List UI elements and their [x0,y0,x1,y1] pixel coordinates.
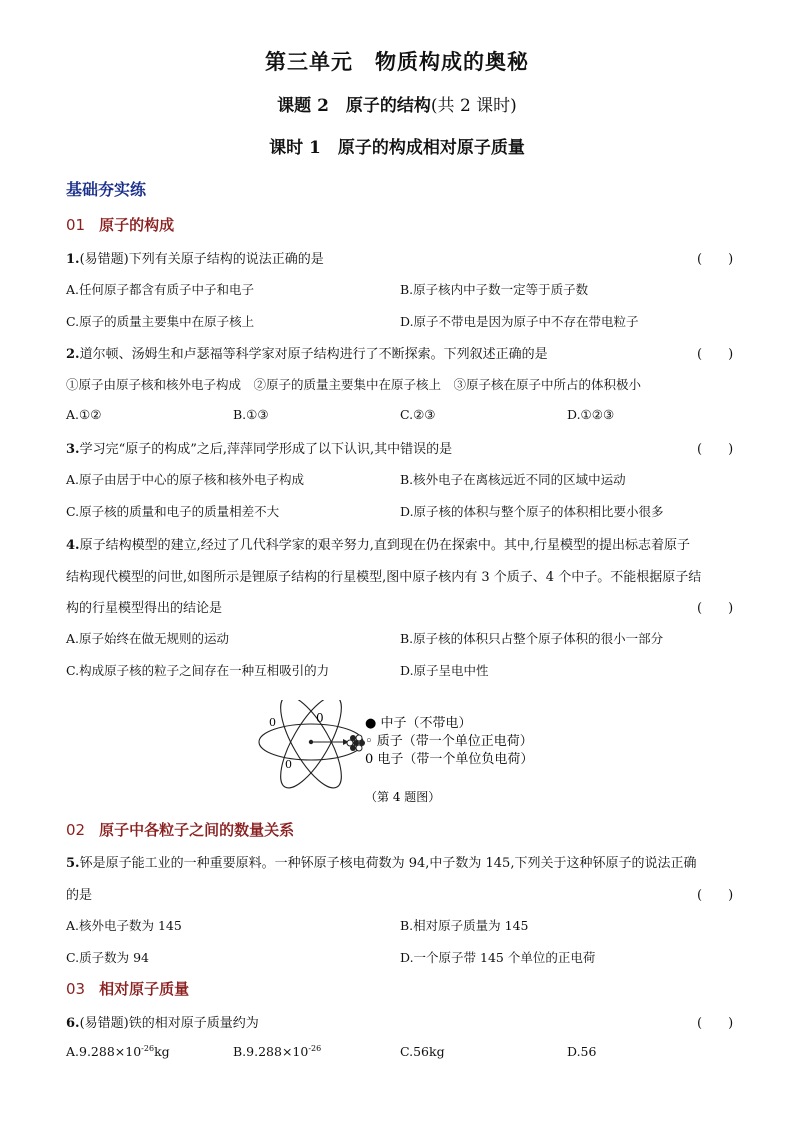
question-1-stem [66,248,324,267]
option-b[interactable]: B.①③ [233,407,269,422]
question-number: 4. [66,538,80,553]
option-a-unit: kg [154,1044,170,1060]
question-number: 5. [66,856,80,871]
subsection-number: 02 [66,821,86,839]
option-b[interactable]: B.相对原子质量为 145 [400,918,529,933]
answer-blank[interactable]: ( ) [697,1016,734,1031]
lesson-title-periods: (共 2 课时) [430,96,517,116]
option-c[interactable]: C.质子数为 94 [66,950,149,965]
option-a-base: A.9.288×10 [66,1044,142,1060]
answer-blank[interactable]: ( ) [697,888,734,903]
figure-caption: （第 4 题图） [365,790,441,804]
question-4-line-1 [66,534,690,553]
answer-blank[interactable]: ( ) [697,347,734,362]
option-c[interactable]: C.②③ [400,407,436,422]
option-c[interactable]: C.原子的质量主要集中在原子核上 [66,314,255,329]
option-a[interactable]: A.核外电子数为 145 [66,918,182,933]
option-a[interactable]: A.原子始终在做无规则的运动 [66,631,230,646]
question-5-line-1 [66,852,696,871]
question-text: 学习完“原子的构成”之后,萍萍同学形成了以下认识,其中错误的是 [79,442,453,457]
question-4-line-3: 构的行星模型得出的结论是 [66,601,223,616]
question-3-stem [66,438,452,457]
option-a[interactable]: A.任何原子都含有质子中子和电子 [66,282,255,297]
option-d[interactable]: D.56 [567,1044,597,1059]
option-b[interactable]: B.核外电子在离核远近不同的区域中运动 [400,472,626,487]
option-c[interactable]: C.56kg [400,1044,445,1059]
option-b[interactable]: B.原子核的体积只占整个原子体积的很小一部分 [400,631,664,646]
subsection-02 [66,819,294,840]
question-text: 原子结构模型的建立,经过了几代科学家的艰辛努力,直到现在仍在探索中。其中,行星模型的提出标志着原子 [79,538,690,553]
question-6-stem [66,1012,259,1031]
legend-neutron: ● 中子（不带电） [365,716,472,731]
legend-proton: ◦ 质子（带一个单位正电荷） [365,734,533,749]
subsection-number: 01 [66,216,86,234]
lesson-title [0,91,794,116]
option-a[interactable] [66,1044,170,1059]
legend-electron: 0 电子（带一个单位负电荷） [365,752,534,767]
unit-title: 第三单元 物质构成的奥秘 [265,49,529,74]
period-title: 课时 1 原子的构成相对原子质量 [269,138,525,158]
subsection-01 [66,214,174,235]
orbit-ellipse [269,700,352,796]
option-b[interactable] [233,1044,321,1059]
option-b[interactable]: B.原子核内中子数一定等于质子数 [400,282,589,297]
question-number: 6. [66,1016,80,1031]
option-d[interactable]: D.①②③ [567,407,615,422]
question-text: (易错题)铁的相对原子质量约为 [79,1016,259,1031]
option-a[interactable]: A.①② [66,407,102,422]
question-4-line-2: 结构现代模型的问世,如图所示是锂原子结构的行星模型,图中原子核内有 3 个质子、4 个中子。不能根据原子结 [66,570,702,585]
answer-blank[interactable]: ( ) [697,442,734,457]
subsection-number: 03 [66,980,86,998]
orbit-ellipse [269,700,352,796]
section-heading: 基础夯实练 [66,180,147,199]
answer-blank[interactable]: ( ) [697,252,734,267]
subsection-title: 原子的构成 [99,216,175,234]
electron-orbits [259,700,363,796]
question-text: 钚是原子能工业的一种重要原料。一种钚原子核电荷数为 94,中子数为 145,下列关于这种钚原子的说法正确 [79,856,697,871]
subsection-title: 原子中各粒子之间的数量关系 [99,821,295,839]
nucleus-cluster-icon [347,735,365,751]
nucleus-center-dot [309,740,313,744]
option-b-exponent: -26 [308,1044,322,1053]
electron-mark: 0 [316,711,324,725]
option-d[interactable]: D.原子呈电中性 [400,663,489,678]
subsection-title: 相对原子质量 [99,980,190,998]
option-b-base: B.9.288×10 [233,1044,309,1060]
option-a-exponent: -26 [141,1044,155,1053]
question-number: 2. [66,347,80,362]
lesson-title-main: 课题 2 原子的结构 [277,96,431,116]
option-d[interactable]: D.原子不带电是因为原子中不存在带电粒子 [400,314,639,329]
option-c[interactable]: C.原子核的质量和电子的质量相差不大 [66,504,280,519]
electron-mark: 0 [269,716,276,729]
electron-mark: 0 [285,758,292,771]
question-text: (易错题)下列有关原子结构的说法正确的是 [79,252,324,267]
option-c[interactable]: C.构成原子核的粒子之间存在一种互相吸引的力 [66,663,330,678]
question-number: 3. [66,442,80,457]
option-d[interactable]: D.原子核的体积与整个原子的体积相比要小很多 [400,504,664,519]
option-d[interactable]: D.一个原子带 145 个单位的正电荷 [400,950,596,965]
lithium-atom-figure [255,700,565,810]
question-number: 1. [66,252,80,267]
question-5-line-2: 的是 [66,888,93,903]
question-2-stem [66,343,548,362]
answer-blank[interactable]: ( ) [697,601,734,616]
option-a[interactable]: A.原子由居于中心的原子核和核外电子构成 [66,472,305,487]
question-text: 道尔顿、汤姆生和卢瑟福等科学家对原子结构进行了不断探索。下列叙述正确的是 [79,347,548,362]
question-2-statements: ①原子由原子核和核外电子构成 ②原子的质量主要集中在原子核上 ③原子核在原子中所占的体积极小 [66,377,642,392]
subsection-03 [66,978,189,999]
